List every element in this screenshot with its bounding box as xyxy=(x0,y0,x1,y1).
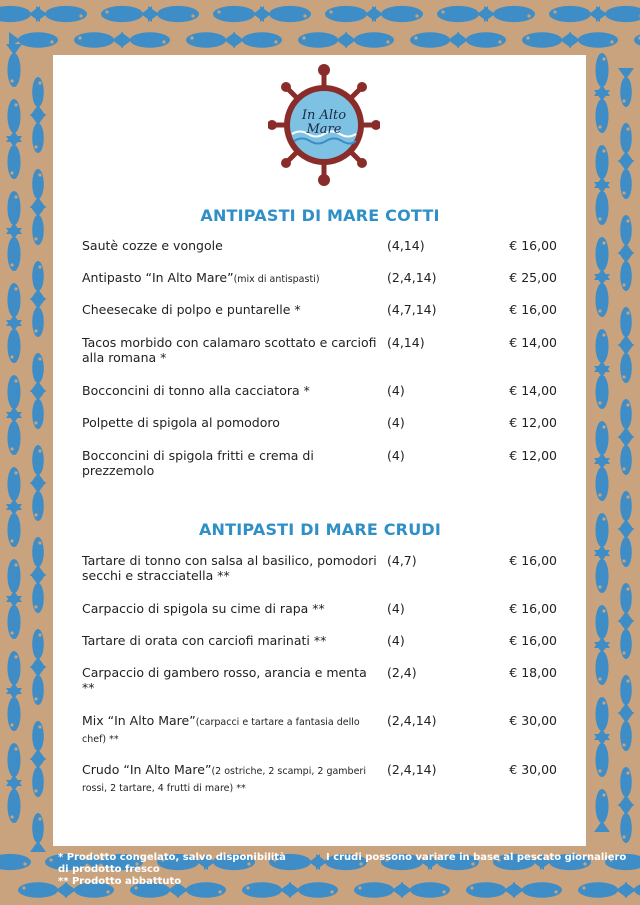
menu-item-title: Sautè cozze e vongole xyxy=(82,238,223,253)
fish-icon xyxy=(594,145,610,188)
footnote-frozen: * Prodotto congelato, salvo disponibilità xyxy=(58,852,286,863)
fish-icon xyxy=(594,789,610,832)
fish-icon xyxy=(345,32,394,48)
menu-item-price: € 16,00 xyxy=(509,302,557,317)
fish-icon xyxy=(634,32,640,48)
menu-item-name xyxy=(82,415,382,432)
fish-icon xyxy=(401,882,450,898)
menu-item-allergens: (2,4,14) xyxy=(387,270,437,285)
menu-item-name xyxy=(82,665,382,697)
fish-icon xyxy=(618,68,634,107)
fish-icon xyxy=(549,6,600,22)
footnote-fresh: di prodotto fresco xyxy=(58,864,160,875)
logo-text-line2: Mare xyxy=(306,122,342,137)
fish-icon xyxy=(6,136,22,179)
ship-wheel-logo xyxy=(268,62,380,186)
menu-item-title: Polpette di spigola al pomodoro xyxy=(82,415,280,430)
fish-icon xyxy=(618,436,634,475)
menu-item-allergens: (4) xyxy=(387,448,405,463)
fish-icon xyxy=(30,482,46,521)
menu-item-note: (mix di antispasti) xyxy=(233,274,320,285)
fish-icon xyxy=(30,813,46,852)
menu-item-title: Antipasto “In Alto Mare” xyxy=(82,270,234,285)
logo-text-line1: In Alto xyxy=(301,108,347,123)
fish-icon xyxy=(594,642,610,685)
section-title-crudi: ANTIPASTI DI MARE CRUDI xyxy=(198,520,442,539)
menu-item-name xyxy=(82,335,382,367)
fish-icon xyxy=(213,6,264,22)
menu-item-price: € 12,00 xyxy=(509,448,557,463)
fish-icon xyxy=(596,6,640,22)
fish-icon xyxy=(466,882,515,898)
menu-item-title: Mix “In Alto Mare” xyxy=(82,713,196,728)
menu-item-name xyxy=(82,448,382,480)
fish-icon xyxy=(6,743,22,786)
menu-item-allergens: (4,14) xyxy=(387,238,425,253)
fish-icon xyxy=(594,366,610,409)
fish-icon xyxy=(242,882,291,898)
menu-item-title: Tartare di orata con carciofi marinati ** xyxy=(82,633,327,648)
fish-icon xyxy=(30,77,46,116)
menu-item-name xyxy=(82,553,382,585)
fish-icon xyxy=(6,99,22,142)
fish-icon xyxy=(618,712,634,751)
menu-item-name xyxy=(82,383,382,400)
fish-icon xyxy=(0,6,40,22)
fish-icon xyxy=(594,237,610,280)
menu-item-name xyxy=(82,601,382,618)
fish-icon xyxy=(30,629,46,668)
fish-icon xyxy=(6,688,22,731)
fish-icon xyxy=(6,559,22,602)
fish-icon xyxy=(618,307,634,346)
fish-icon xyxy=(30,390,46,429)
menu-item-note: (carpacci e tartare a fantasia dello chef) ** xyxy=(82,717,360,745)
menu-item-price: € 25,00 xyxy=(509,270,557,285)
menu-item-name xyxy=(82,238,382,255)
menu-item-price: € 16,00 xyxy=(509,633,557,648)
fish-icon xyxy=(578,882,627,898)
fish-icon xyxy=(6,412,22,455)
fish-icon xyxy=(30,169,46,208)
fish-icon xyxy=(618,804,634,843)
fish-icon xyxy=(30,261,46,300)
fish-icon xyxy=(594,90,610,133)
fish-icon xyxy=(437,6,488,22)
fish-icon xyxy=(594,458,610,501)
fish-icon xyxy=(30,537,46,576)
footnote-crudi: I crudi possono variare in base al pescato giornaliero xyxy=(326,852,627,863)
fish-icon xyxy=(298,32,347,48)
menu-item-title: Carpaccio di spigola su cime di rapa ** xyxy=(82,601,325,616)
fish-icon xyxy=(618,252,634,291)
fish-icon xyxy=(148,6,199,22)
menu-item-note: (2 ostriche, 2 scampi, 2 gamberi rossi, 2 tartare, 4 frutti di mare) ** xyxy=(82,766,366,794)
fish-icon xyxy=(618,620,634,659)
fish-icon xyxy=(30,574,46,613)
fish-icon xyxy=(457,32,506,48)
menu-item-allergens: (4) xyxy=(387,601,405,616)
fish-icon xyxy=(30,721,46,760)
fish-icon xyxy=(618,767,634,806)
menu-item-name xyxy=(82,302,382,319)
fish-icon xyxy=(594,605,610,648)
fish-icon xyxy=(289,882,338,898)
footnote-abbattuto: ** Prodotto abbattuto xyxy=(58,876,182,887)
menu-item-allergens: (4,7) xyxy=(387,553,417,568)
fish-icon xyxy=(233,32,282,48)
fish-icon xyxy=(618,583,634,622)
fish-icon xyxy=(30,353,46,392)
menu-item-name xyxy=(82,762,382,796)
menu-item-name xyxy=(82,713,382,747)
fish-icon xyxy=(6,780,22,823)
menu-item-price: € 12,00 xyxy=(509,415,557,430)
fish-icon xyxy=(30,114,46,153)
fish-icon xyxy=(594,53,610,96)
fish-icon xyxy=(618,160,634,199)
fish-icon xyxy=(6,228,22,271)
menu-item-price: € 30,00 xyxy=(509,713,557,728)
fish-icon xyxy=(121,32,170,48)
menu-item-title: Tartare di tonno con salsa al basilico, pomodori secchi e stracciatella ** xyxy=(82,553,377,583)
menu-item-price: € 16,00 xyxy=(509,238,557,253)
menu-item-price: € 18,00 xyxy=(509,665,557,680)
fish-icon xyxy=(625,882,640,898)
menu-item-name xyxy=(82,633,382,650)
fish-icon xyxy=(594,274,610,317)
fish-icon xyxy=(30,298,46,337)
menu-item-price: € 30,00 xyxy=(509,762,557,777)
fish-icon xyxy=(101,6,152,22)
fish-icon xyxy=(74,32,123,48)
fish-icon xyxy=(372,6,423,22)
menu-item-allergens: (4,7,14) xyxy=(387,302,437,317)
section-title-cotti: ANTIPASTI DI MARE COTTI xyxy=(200,206,440,225)
fish-icon xyxy=(618,675,634,714)
menu-item-title: Tacos morbido con calamaro scottato e carciofi alla romana * xyxy=(82,335,377,365)
fish-icon xyxy=(6,467,22,510)
fish-icon xyxy=(30,758,46,797)
menu-item-price: € 14,00 xyxy=(509,383,557,398)
fish-icon xyxy=(177,882,226,898)
menu-item-title: Bocconcini di spigola fritti e crema di prezzemolo xyxy=(82,448,314,478)
fish-icon xyxy=(594,734,610,777)
fish-icon xyxy=(513,882,562,898)
fish-icon xyxy=(30,666,46,705)
menu-item-allergens: (2,4) xyxy=(387,665,417,680)
fish-icon xyxy=(354,882,403,898)
fish-icon xyxy=(594,421,610,464)
fish-icon xyxy=(410,32,459,48)
fish-icon xyxy=(6,375,22,418)
fish-icon xyxy=(618,344,634,383)
fish-icon xyxy=(186,32,235,48)
fish-icon xyxy=(594,697,610,740)
menu-item-name xyxy=(82,270,382,287)
menu-item-allergens: (4) xyxy=(387,415,405,430)
menu-item-allergens: (4) xyxy=(387,383,405,398)
menu-item-price: € 16,00 xyxy=(509,553,557,568)
fish-icon xyxy=(30,445,46,484)
fish-icon xyxy=(260,6,311,22)
fish-icon xyxy=(594,550,610,593)
fish-icon xyxy=(569,32,618,48)
fish-icon xyxy=(6,596,22,639)
menu-item-title: Bocconcini di tonno alla cacciatora * xyxy=(82,383,310,398)
fish-icon xyxy=(0,854,31,870)
fish-icon xyxy=(6,651,22,694)
menu-item-title: Crudo “In Alto Mare” xyxy=(82,762,212,777)
fish-icon xyxy=(618,399,634,438)
menu-item-allergens: (4,14) xyxy=(387,335,425,350)
fish-icon xyxy=(6,283,22,326)
fish-icon xyxy=(618,123,634,162)
fish-icon xyxy=(594,329,610,372)
fish-icon xyxy=(36,6,87,22)
menu-item-price: € 14,00 xyxy=(509,335,557,350)
menu-item-title: Carpaccio di gambero rosso, arancia e menta ** xyxy=(82,665,367,695)
fish-icon xyxy=(522,32,571,48)
fish-icon xyxy=(325,6,376,22)
fish-icon xyxy=(6,320,22,363)
menu-item-title: Cheesecake di polpo e puntarelle * xyxy=(82,302,301,317)
menu-item-allergens: (2,4,14) xyxy=(387,762,437,777)
fish-icon xyxy=(484,6,535,22)
menu-item-price: € 16,00 xyxy=(509,601,557,616)
menu-item-allergens: (4) xyxy=(387,633,405,648)
menu-item-allergens: (2,4,14) xyxy=(387,713,437,728)
fish-icon xyxy=(6,44,22,87)
